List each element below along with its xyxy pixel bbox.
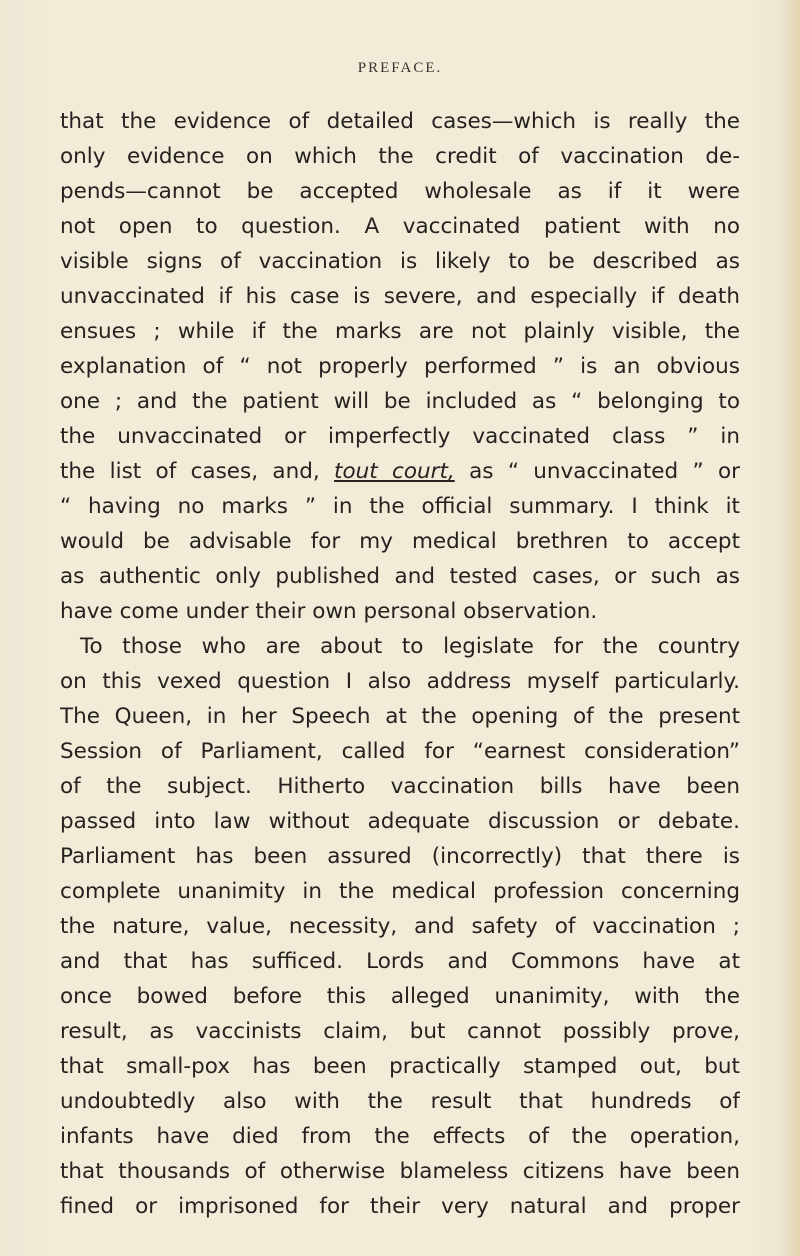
- text-line: explanation of “ not properly performed ” is an obvious: [60, 354, 740, 379]
- italic-phrase: tout court,: [334, 459, 455, 484]
- page-edge-shadow: [782, 0, 800, 1256]
- text-line: and that has sufficed. Lords and Commons have at: [60, 949, 740, 974]
- text-line: that small-pox has been practically stamped out, but: [60, 1054, 740, 1079]
- text-line: result, as vaccinists claim, but cannot possibly prove,: [60, 1019, 740, 1044]
- text-line: as authentic only published and tested cases, or such as: [60, 564, 740, 589]
- text-line: one ; and the patient will be included as “ belonging to: [60, 389, 740, 414]
- text-line: once bowed before this alleged unanimity, with the: [60, 984, 740, 1009]
- line-lead: the list of cases, and,: [60, 459, 320, 484]
- text-line: The Queen, in her Speech at the opening of the present: [60, 704, 740, 729]
- text-line: that the evidence of detailed cases—which is really the: [60, 109, 740, 134]
- text-line: have come under their own personal observation.: [60, 599, 598, 624]
- text-line: unvaccinated if his case is severe, and especially if death: [60, 284, 740, 309]
- text-line: “ having no marks ” in the official summary. I think it: [60, 494, 740, 519]
- text-line-with-italic: [60, 454, 740, 489]
- text-line: that thousands of otherwise blameless citizens have been: [60, 1159, 740, 1184]
- text-line: on this vexed question I also address myself particularly.: [60, 669, 740, 694]
- text-line: pends—cannot be accepted wholesale as if it were: [60, 179, 740, 204]
- text-line: visible signs of vaccination is likely to be described as: [60, 249, 740, 274]
- text-line: passed into law without adequate discussion or debate.: [60, 809, 740, 834]
- body-text: [60, 104, 740, 1224]
- text-line: complete unanimity in the medical profession concerning: [60, 879, 740, 904]
- text-line: undoubtedly also with the result that hundreds of: [60, 1089, 740, 1114]
- text-line: the nature, value, necessity, and safety of vaccination ;: [60, 914, 740, 939]
- line-tail: as “ unvaccinated ” or: [469, 459, 740, 484]
- running-head: PREFACE.: [357, 60, 443, 76]
- text-line: fined or imprisoned for their very natural and proper: [60, 1194, 740, 1219]
- text-line: ensues ; while if the marks are not plainly visible, the: [60, 319, 740, 344]
- text-line: the unvaccinated or imperfectly vaccinated class ” in: [60, 424, 740, 449]
- text-line: would be advisable for my medical brethren to accept: [60, 529, 740, 554]
- text-line: Parliament has been assured (incorrectly) that there is: [60, 844, 740, 869]
- text-line: To those who are about to legislate for the country: [80, 634, 740, 659]
- text-line: only evidence on which the credit of vaccination de-: [60, 144, 740, 169]
- text-line: of the subject. Hitherto vaccination bills have been: [60, 774, 740, 799]
- text-line: Session of Parliament, called for “earnest consideration”: [60, 739, 740, 764]
- text-line: not open to question. A vaccinated patient with no: [60, 214, 740, 239]
- text-line: infants have died from the effects of the operation,: [60, 1124, 740, 1149]
